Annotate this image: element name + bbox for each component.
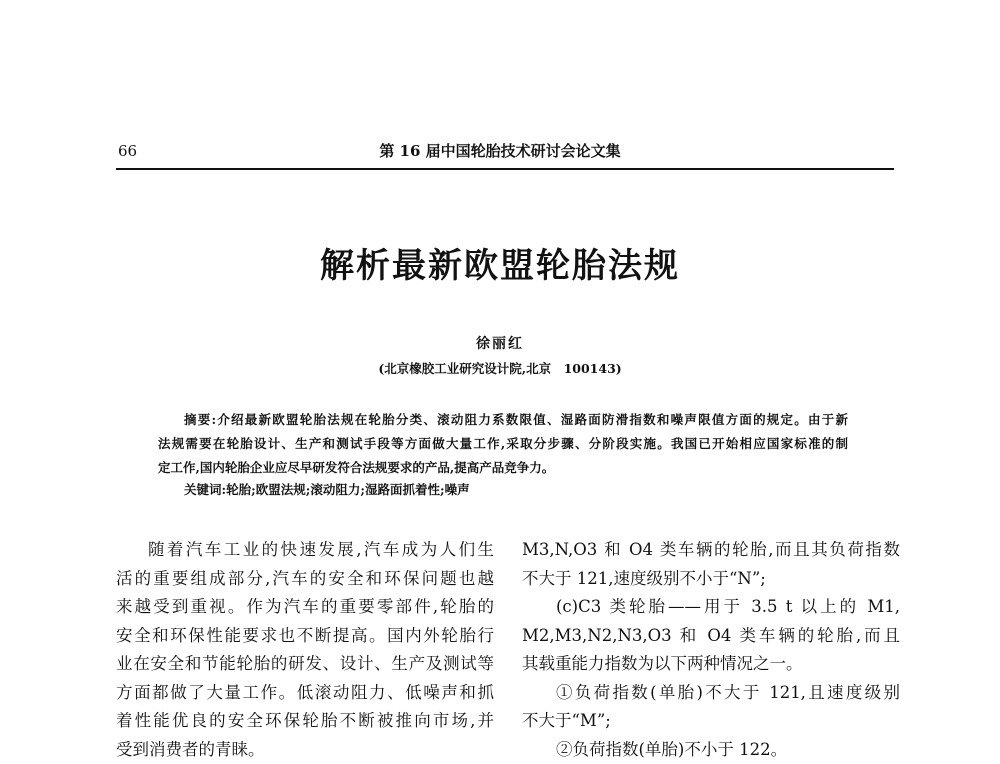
body-line: ①负荷指数(单胎)不大于 121,且速度级别 [522,679,900,708]
body-line: 受到消费者的青睐。 [116,736,494,764]
body-line: ②负荷指数(单胎)不小于 122。 [522,736,900,764]
abstract-line: 定工作,国内轮胎企业应尽早研发符合法规要求的产品,提高产品竞争力。 [158,456,848,480]
body-line: M3,N,O3 和 O4 类车辆的轮胎,而且其负荷指数 [522,536,900,565]
body-left-column [116,536,494,764]
paper-title: 解析最新欧盟轮胎法规 [0,238,1000,287]
abstract-line: 摘要:介绍最新欧盟轮胎法规在轮胎分类、滚动阻力系数限值、湿路面防滑指数和噪声限值方面的规定。由于新 [158,408,848,432]
keywords: 关键词:轮胎;欧盟法规;滚动阻力;湿路面抓着性;噪声 [184,480,470,498]
abstract [158,408,848,480]
body-line: 业在安全和节能轮胎的研发、设计、生产及测试等 [116,650,494,679]
body-line: M2,M3,N2,N3,O3 和 O4 类车辆的轮胎,而且 [522,622,900,651]
body-line: 着性能优良的安全环保轮胎不断被推向市场,并 [116,707,494,736]
page-number: 66 [118,142,137,160]
body-right-column [522,536,900,764]
body-line: 方面都做了大量工作。低滚动阻力、低噪声和抓 [116,679,494,708]
body-line: (c)C3 类轮胎——用于 3.5 t 以上的 M1, [522,593,900,622]
body-line: 来越受到重视。作为汽车的重要零部件,轮胎的 [116,593,494,622]
running-header: 第 16 届中国轮胎技术研讨会论文集 [0,140,1000,161]
body-line: 不大于“M”; [522,707,900,736]
body-line: 随着汽车工业的快速发展,汽车成为人们生 [116,536,494,565]
author-name: 徐丽红 [0,333,1000,353]
body-line: 其载重能力指数为以下两种情况之一。 [522,650,900,679]
body-line: 不大于 121,速度级别不小于“N”; [522,565,900,594]
abstract-line: 法规需要在轮胎设计、生产和测试手段等方面做大量工作,采取分步骤、分阶段实施。我国已开始相应国家标准的制 [158,432,848,456]
body-line: 活的重要组成部分,汽车的安全和环保问题也越 [116,565,494,594]
author-affiliation: (北京橡胶工业研究设计院,北京 100143) [0,359,1000,377]
header-rule [116,168,894,170]
body-line: 安全和环保性能要求也不断提高。国内外轮胎行 [116,622,494,651]
